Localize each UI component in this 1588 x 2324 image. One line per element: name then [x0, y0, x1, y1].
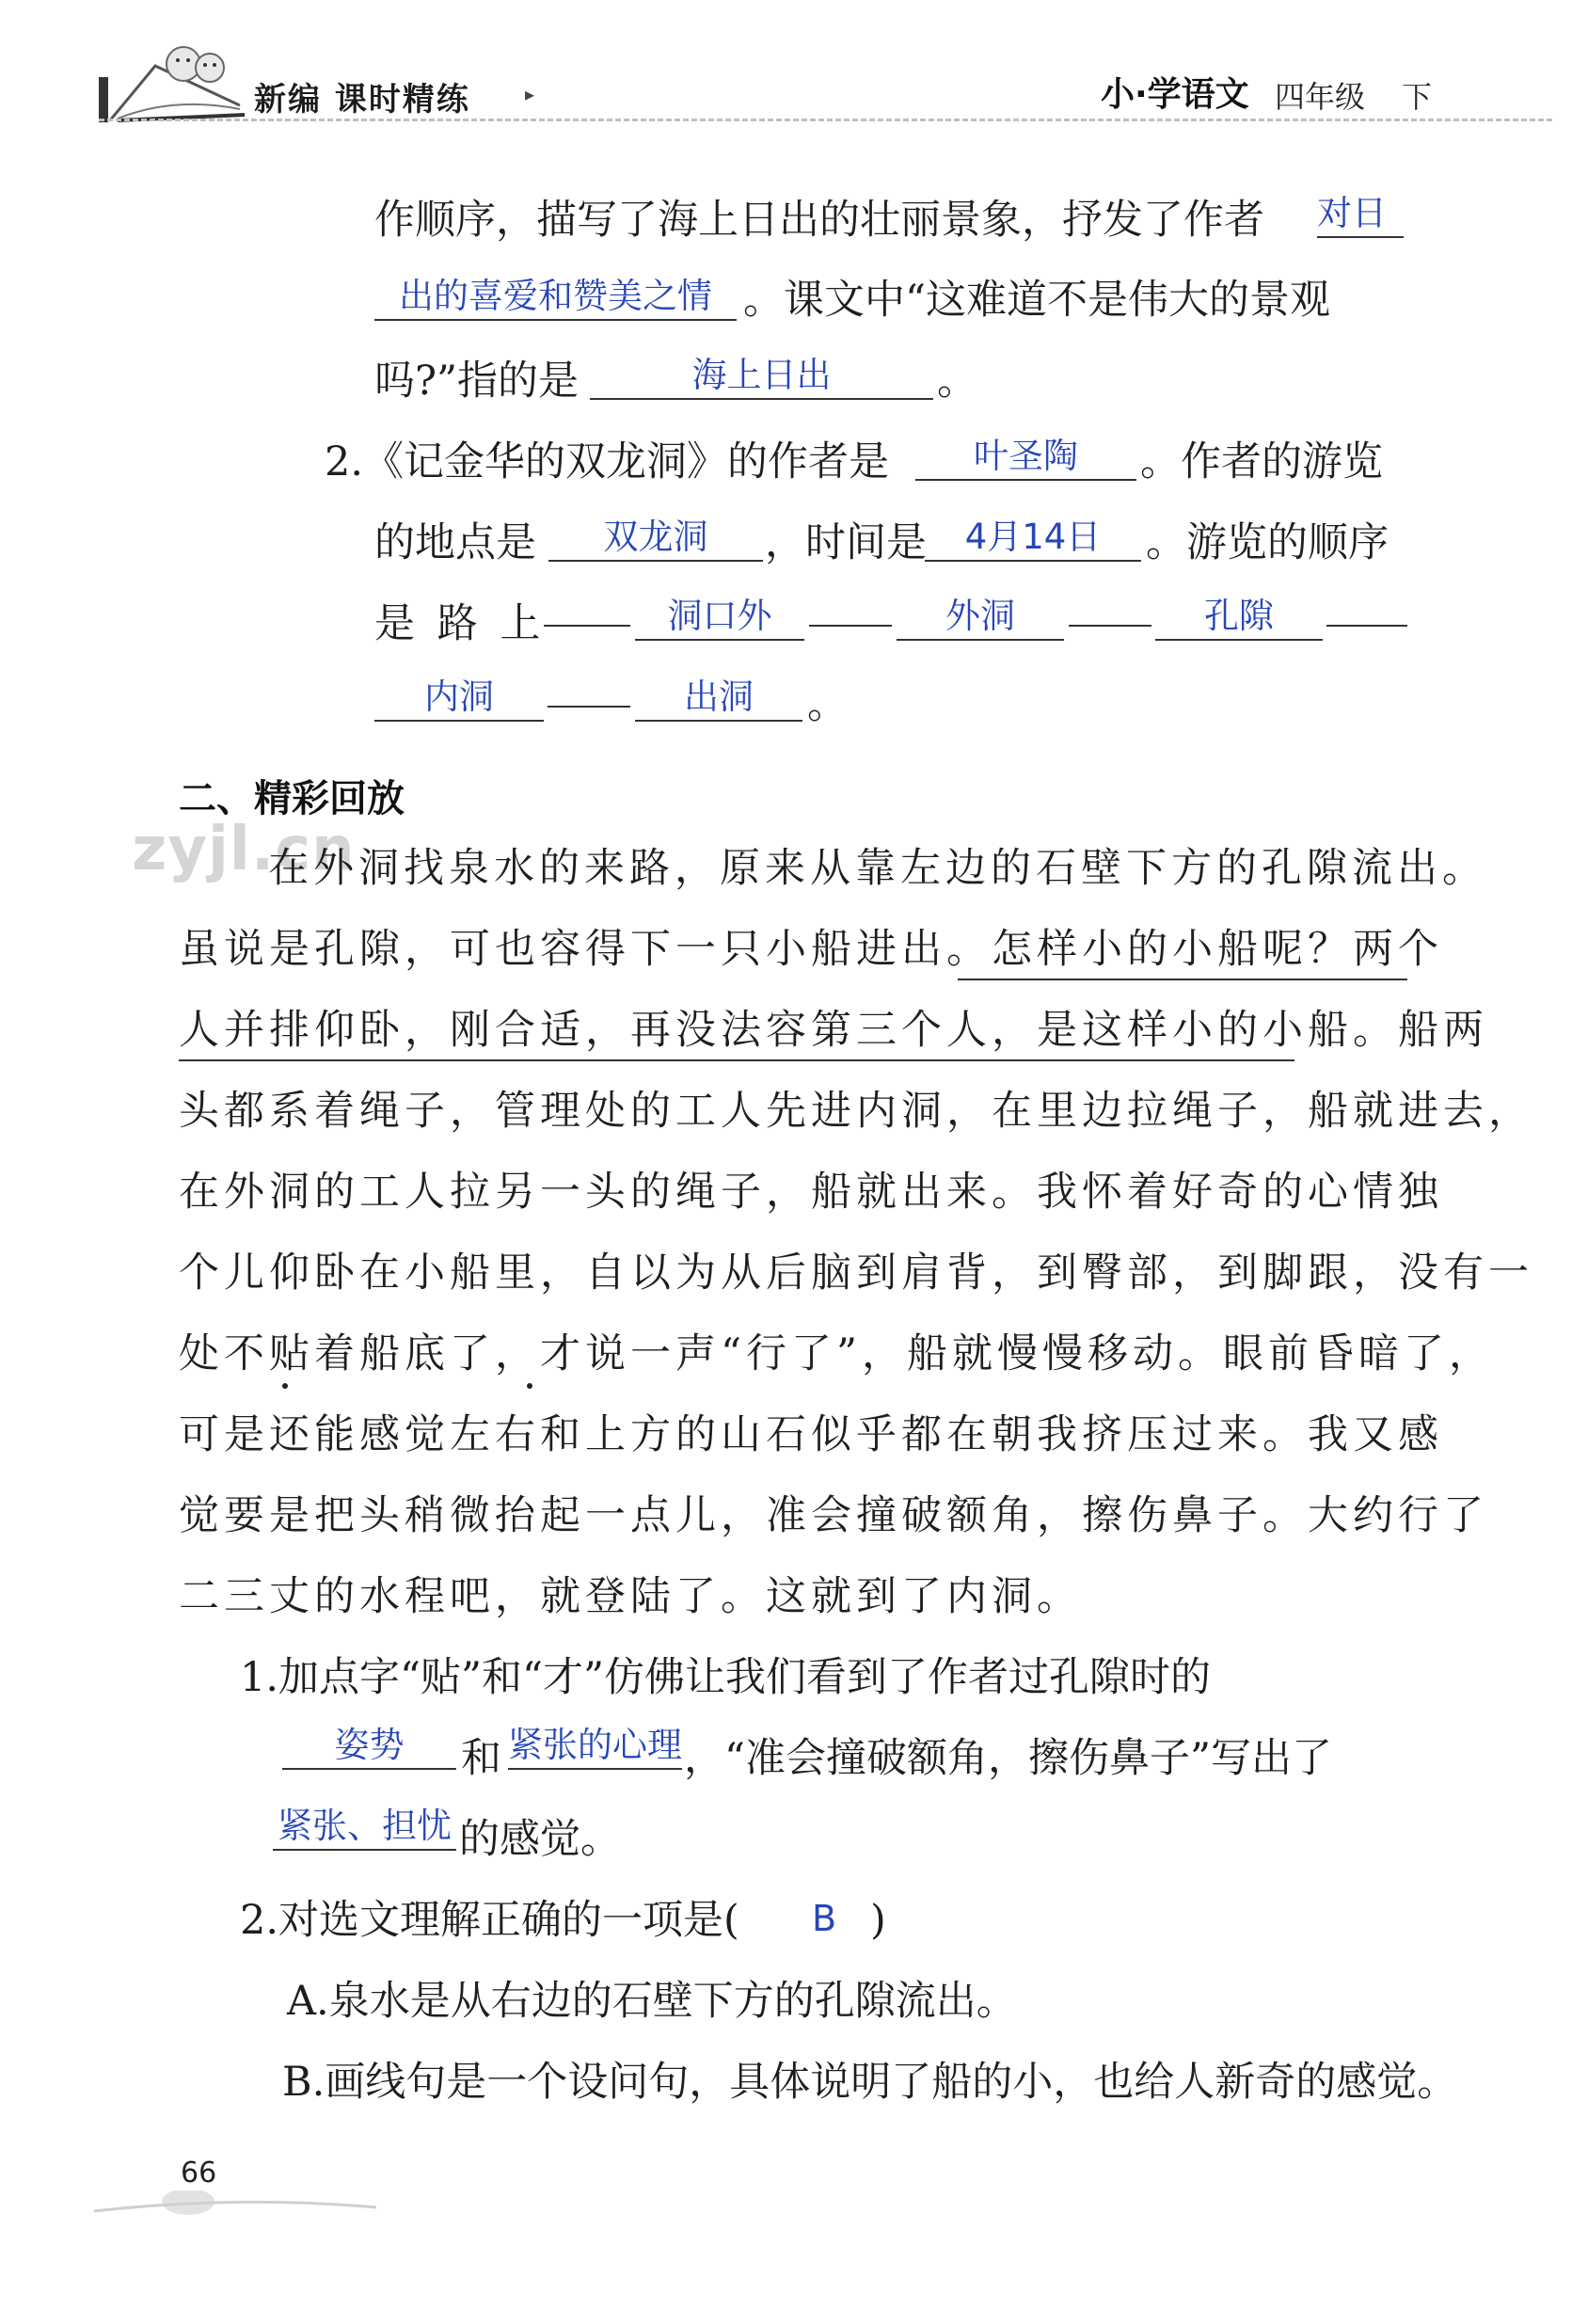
question-2-text: 2.《记金华的双龙洞》的作者是: [325, 438, 890, 485]
text-line: 吗?”指的是: [374, 358, 580, 405]
route-dash: [544, 625, 630, 627]
route-stop: 内洞: [374, 679, 544, 722]
passage-line: 处不贴着船底了，才说一声“行了”，船就慢慢移动。眼前昏暗了，: [179, 1330, 1494, 1377]
text-line: 的地点是: [374, 519, 536, 566]
brand-arrow-icon: ▸: [525, 83, 535, 105]
passage-line: 可是还能感觉左右和上方的山石似乎都在朝我挤压过来。我又感: [179, 1411, 1443, 1458]
text-line: 。: [807, 681, 848, 728]
brand-title: 新编 课时精练: [254, 81, 470, 119]
subject-title: 小·学语文: [1101, 75, 1249, 114]
route-stop: 出洞: [635, 679, 802, 722]
text-line: ): [870, 1897, 886, 1944]
sentence-underline: [958, 979, 1407, 980]
route-dash: [1069, 625, 1151, 627]
answer-blank: 姿势: [282, 1727, 456, 1770]
text-line: ，“准会撞破额角，擦伤鼻子”写出了: [684, 1735, 1332, 1782]
option-a: A.泉水是从右边的石壁下方的孔隙流出。: [287, 1978, 1017, 2025]
route-dash: [1326, 625, 1407, 627]
text-line: 和: [461, 1735, 501, 1782]
text-line: 。作者的游览: [1140, 438, 1383, 485]
text-line: 。游览的顺序: [1146, 519, 1389, 566]
grade-label: 四年级: [1275, 79, 1366, 115]
text-line: 。课文中“这难道不是伟大的景观: [743, 277, 1330, 324]
question-1-text: 1.加点字“贴”和“才”仿佛让我们看到了作者过孔隙时的: [240, 1654, 1211, 1701]
answer-blank: 双龙洞: [548, 519, 763, 562]
option-b: B.画线句是一个设问句，具体说明了船的小，也给人新奇的感觉。: [282, 2059, 1458, 2106]
text-line: 作顺序，描写了海上日出的壮丽景象，抒发了作者: [374, 197, 1264, 244]
text-line: 的感觉。: [459, 1816, 621, 1863]
page-swoosh-decoration: [94, 2190, 376, 2219]
passage-line: 个儿仰卧在小船里，自以为从后脑到肩背，到臀部，到脚跟，没有一: [179, 1250, 1533, 1297]
answer-blank: 海上日出: [590, 358, 933, 400]
text-line: 。: [937, 358, 977, 405]
answer-blank: 紧张的心理: [508, 1727, 682, 1770]
passage-line: 虽说是孔隙，可也容得下一只小船进出。怎样小的小船呢？两个: [179, 926, 1443, 973]
route-stop: 洞口外: [635, 598, 804, 641]
emphasis-dot: [527, 1383, 532, 1389]
sentence-underline: [179, 1059, 1294, 1061]
answer-blank: 叶圣陶: [915, 438, 1136, 481]
route-stop: 孔隙: [1155, 598, 1323, 641]
passage-line: 二三丈的水程吧，就登陆了。这就到了内洞。: [179, 1573, 1082, 1620]
answer-blank: 4月14日: [925, 519, 1141, 562]
choice-answer: B: [812, 1898, 837, 1939]
header-divider: [99, 119, 1552, 121]
answer-blank: 紧张、担忧: [273, 1808, 456, 1851]
passage-line: 在外洞找泉水的来路，原来从靠左边的石壁下方的孔隙流出。: [268, 845, 1487, 892]
route-dash: [809, 625, 892, 627]
question-2-text: 2.对选文理解正确的一项是(: [240, 1897, 739, 1944]
passage-line: 在外洞的工人拉另一头的绳子，船就出来。我怀着好奇的心情独: [179, 1169, 1443, 1216]
term-label: 下: [1402, 79, 1433, 115]
watermark: zyjl.cn: [132, 815, 356, 884]
section-title: 二、精彩回放: [179, 777, 405, 820]
passage-line: 人并排仰卧，刚合适，再没法容第三个人，是这样小的小船。船两: [179, 1007, 1488, 1054]
passage-line: 觉要是把头稍微抬起一点儿，准会撞破额角，擦伤鼻子。大约行了: [179, 1492, 1488, 1539]
book-logo-icon: [99, 40, 249, 126]
emphasis-dot: [282, 1383, 288, 1389]
route-stop: 外洞: [897, 598, 1064, 641]
route-dash: [548, 706, 630, 708]
text-line: 是 路 上: [374, 600, 546, 647]
answer-blank: 出的喜爱和赞美之情: [374, 279, 737, 321]
text-line: ，时间是: [765, 519, 927, 566]
page-number: 66: [181, 2157, 217, 2189]
passage-line: 头都系着绳子，管理处的工人先进内洞，在里边拉绳子，船就进去，: [179, 1088, 1533, 1135]
answer-blank: 对日: [1317, 196, 1404, 238]
